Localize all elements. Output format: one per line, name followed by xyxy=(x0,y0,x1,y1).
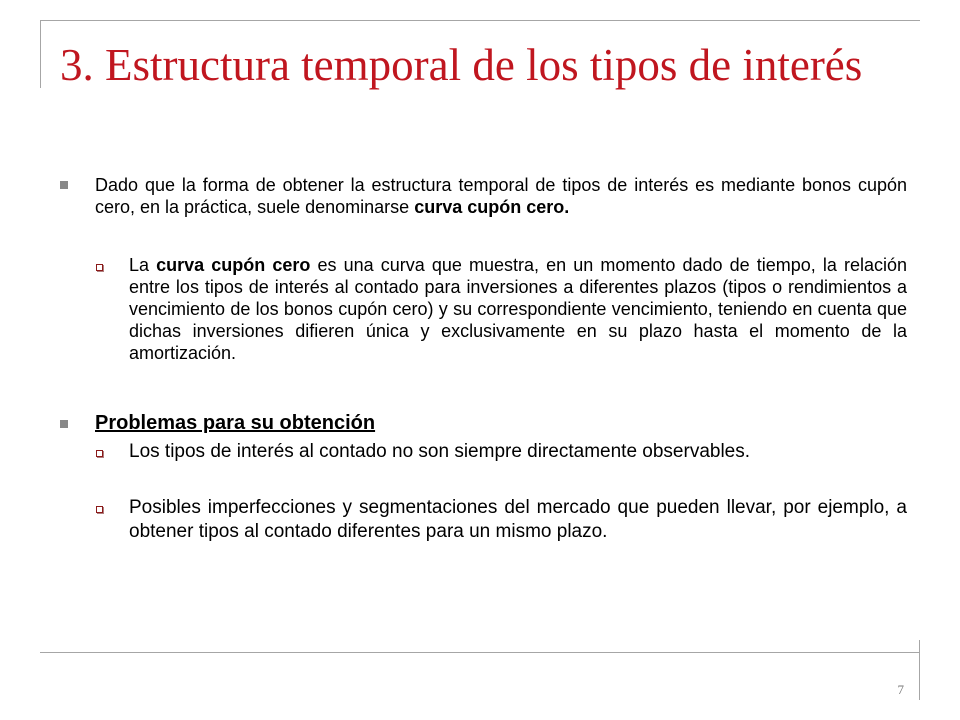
sub-bullet-square-icon xyxy=(96,264,103,271)
sub-bullet-square-icon xyxy=(96,450,103,457)
sub-bullet-1-1-bold: curva cupón cero xyxy=(156,255,311,275)
frame-bottom-rule xyxy=(40,652,920,653)
bullet-1-text-pre: Dado que la forma de obtener la estructura temporal de tipos de interés es mediante bonos cupón cero, en la práctica, suele denominarse xyxy=(95,175,907,217)
bullet-1-text-bold: curva cupón cero. xyxy=(414,197,570,217)
sub-bullet-1-1-post: es una curva que muestra, en un momento dado de tiempo, la relación entre los tipos de interés al contado para inversiones a diferentes plazos (tipos o rendimientos a vencimiento de los bonos cupón cero) y su correspondiente vencimiento, teniendo en cuenta que dichas inversiones difieren única y exclusivamente en su plazo hasta el momento de la amortización. xyxy=(129,255,907,363)
bullet-1-text xyxy=(95,174,907,218)
slide-title: 3. Estructura temporal de los tipos de interés xyxy=(60,40,863,90)
bullet-2-heading: Problemas para su obtención xyxy=(95,412,376,434)
sub-bullet-1-1-pre: La xyxy=(129,255,157,275)
frame-left-rule xyxy=(40,20,41,88)
sub-bullet-2-2-text: Posibles imperfecciones y segmentaciones del mercado que pueden llevar, por ejemplo, a obtener tipos al contado diferentes para un mismo plazo. xyxy=(129,497,907,542)
bullet-square-icon xyxy=(60,420,68,428)
bullet-square-icon xyxy=(60,181,68,189)
sub-bullet-1-1-text xyxy=(129,254,907,364)
sub-bullet-square-icon xyxy=(96,506,103,513)
frame-top-rule xyxy=(40,20,920,21)
page-number: 7 xyxy=(897,682,904,697)
frame-right-rule xyxy=(919,640,920,700)
sub-bullet-2-1-text: Los tipos de interés al contado no son siempre directamente observables. xyxy=(129,441,751,462)
